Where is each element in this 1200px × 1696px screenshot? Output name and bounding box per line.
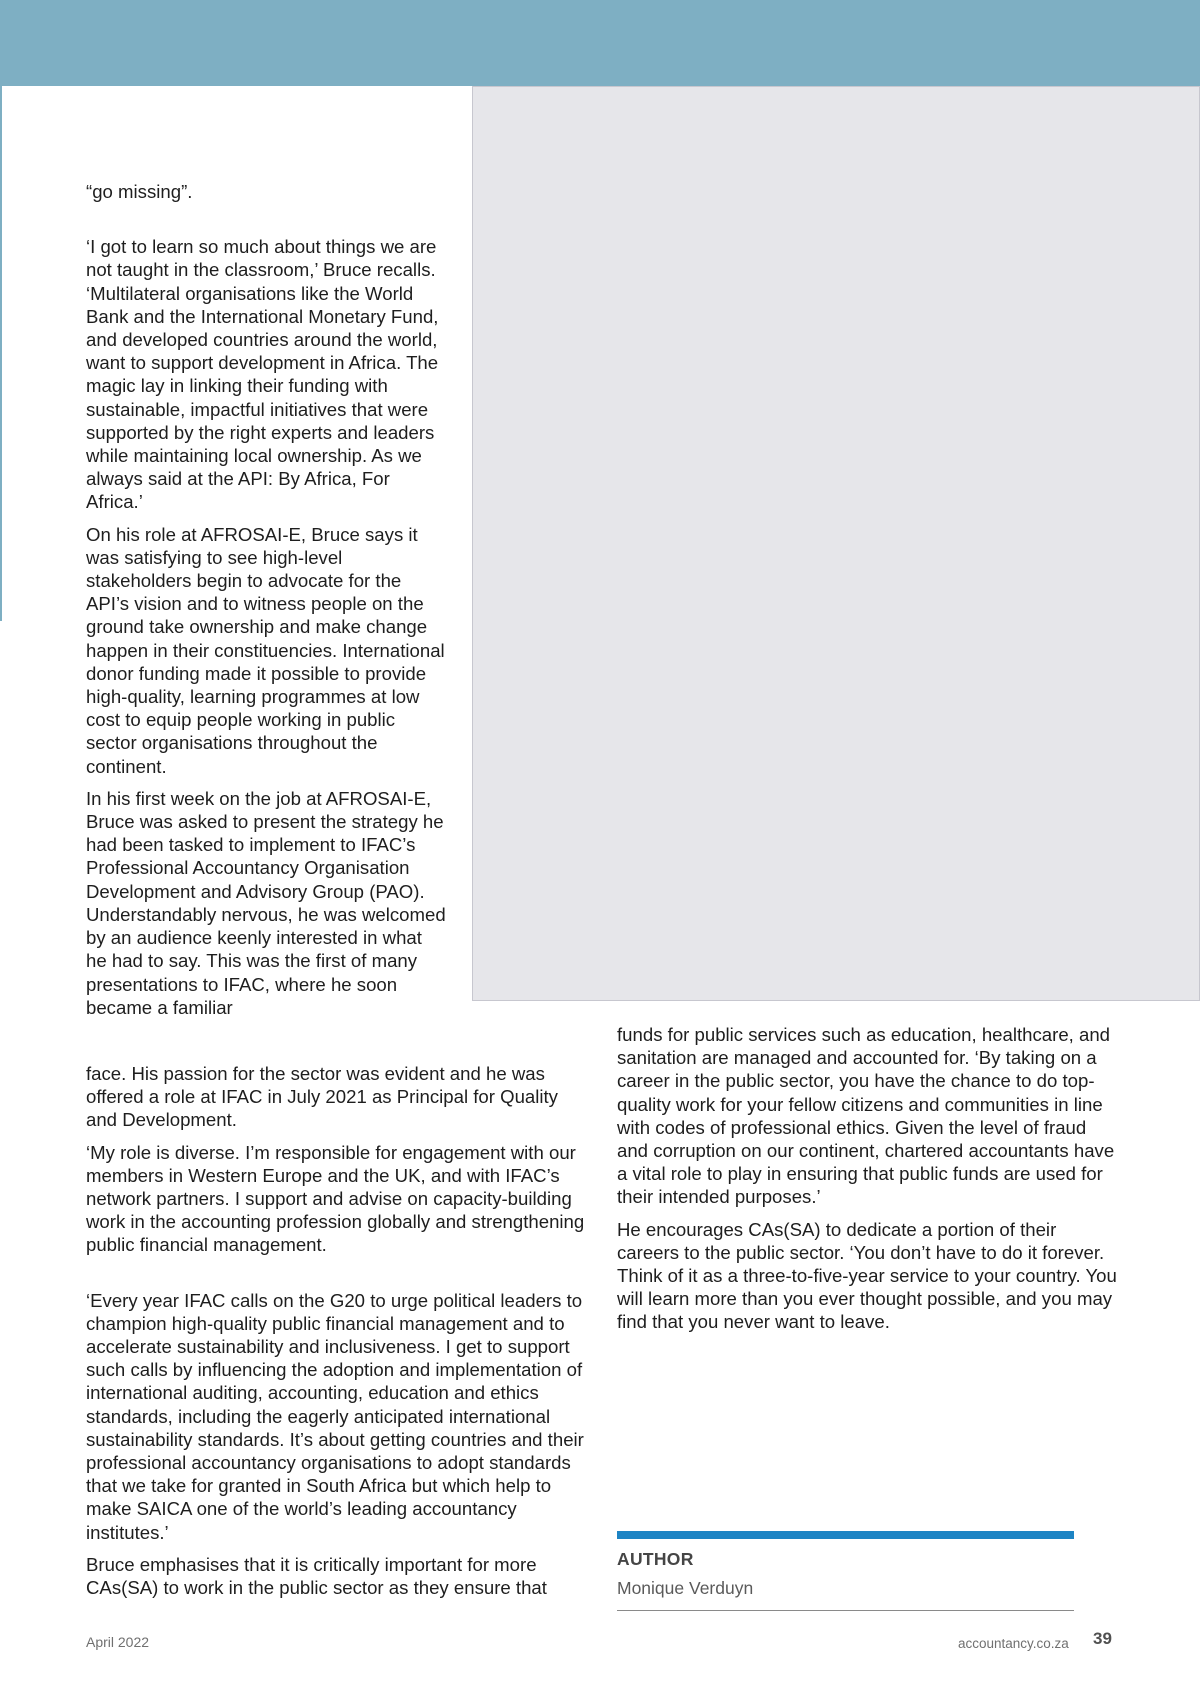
article-paragraph: funds for public services such as education, healthcare, and sanitation are managed and accounted for. ‘By taking on a career in the public sector, you have the chance to do top-quality work for your fellow citizens and communities in line with codes of professional ethics. Given the level of fraud and corruption on our continent, chartered accountants have a vital role to play in ensuring that public funds are used for their intended purposes.’ (617, 1024, 1115, 1208)
article-paragraph: ‘Every year IFAC calls on the G20 to urge political leaders to champion high-quality public financial management and to accelerate sustainability and inclusiveness. I get to support such calls by influencing the adoption and implementation of international auditing, accounting, education and ethics standards, including the eagerly anticipated international sustainability standards. It’s about getting countries and their professional accountancy organisations to adopt standards that we take for granted in South Africa but which help to make SAICA one of the world’s leading accountancy institutes.’ (86, 1289, 584, 1543)
article-paragraph: ‘My role is diverse. I’m responsible for engagement with our members in Western Europe and the UK, and with IFAC’s network partners. I support and advise on capacity-building work in the accounting profession globally and strengthening public financial management. (86, 1141, 585, 1256)
top-color-band (0, 0, 1200, 86)
left-edge-rule (0, 86, 2, 621)
author-label: AUTHOR (617, 1549, 694, 1569)
author-accent-bar (617, 1531, 1074, 1539)
article-paragraph: He encourages CAs(SA) to dedicate a portion of their careers to the public sector. ‘You don’t have to do it forever. Think of it as a three-to-five-year service to your country. You will learn more than you ever thought possible, and you may find that you never want to leave. (617, 1218, 1117, 1333)
issue-date: April 2022 (86, 1634, 150, 1650)
article-column-left-narrow (86, 180, 446, 1028)
article-paragraph: “go missing”. (86, 181, 193, 202)
article-paragraph: face. His passion for the sector was evident and he was offered a role at IFAC in July 2021 as Principal for Quality and Development. (86, 1063, 558, 1131)
article-column-left-wide (86, 1062, 586, 1608)
page-number: 39 (1093, 1629, 1112, 1648)
article-column-right (617, 1023, 1117, 1343)
website-link[interactable]: accountancy.co.za (958, 1636, 1069, 1651)
author-name: Monique Verduyn (617, 1578, 754, 1598)
article-paragraph: ‘I got to learn so much about things we are not taught in the classroom,’ Bruce recalls. ‘Multilateral organisations like the World Bank and the International Monetary Fund, and developed countries around the world, want to support development in Africa. The magic lay in linking their funding with sustainable, impactful initiatives that were supported by the right experts and leaders while maintaining local ownership. As we always said at the API: By Africa, For Africa.’ (86, 236, 439, 513)
article-paragraph: On his role at AFROSAI-E, Bruce says it was satisfying to see high-level stakeholders begin to advocate for the API’s vision and to witness people on the ground take ownership and make change happen in their constituencies. International donor funding made it possible to provide high-quality, learning programmes at low cost to equip people working in public sector organisations throughout the continent. (86, 523, 445, 777)
article-paragraph: In his first week on the job at AFROSAI-E, Bruce was asked to present the strategy he had been tasked to implement to IFAC’s Professional Accountancy Organisation Development and Advisory Group (PAO). Understandably nervous, he was welcomed by an audience keenly interested in what he had to say. This was the first of many presentations to IFAC, where he soon became a familiar (86, 787, 446, 1018)
article-paragraph: Bruce emphasises that it is critically important for more CAs(SA) to work in the public sector as they ensure that (86, 1553, 547, 1599)
portrait-photo (472, 86, 1200, 1001)
author-divider (617, 1610, 1074, 1611)
